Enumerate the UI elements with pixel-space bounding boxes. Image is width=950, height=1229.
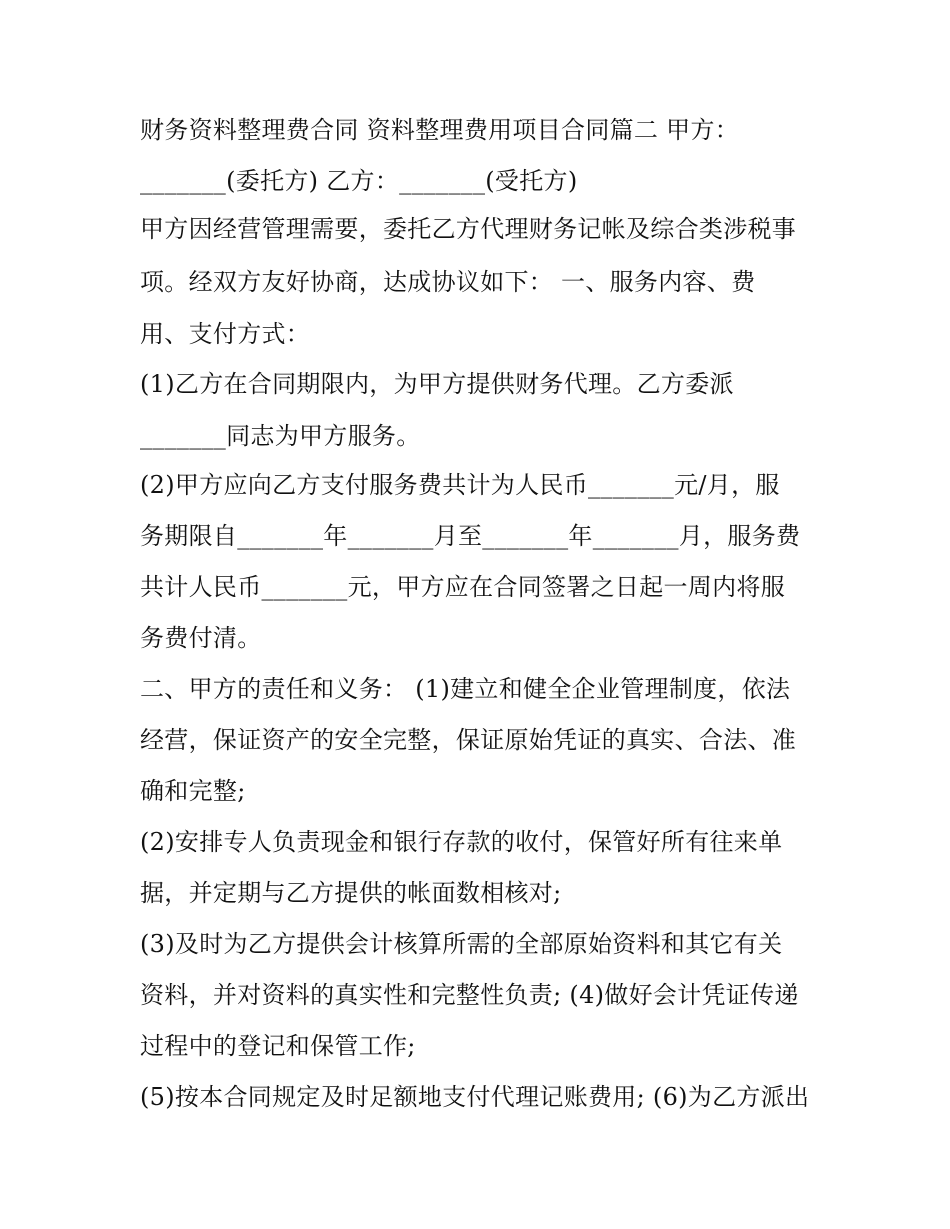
text-line: 资料，并对资料的真实性和完整性负责; (4)做好会计凭证传递 (140, 981, 799, 1009)
text-line: 经营，保证资产的安全完整，保证原始凭证的真实、合法、准 (140, 726, 797, 754)
text-line: (2)甲方应向乙方支付服务费共计为人民币_______元/月，服 (140, 471, 780, 499)
text-line: 用、支付方式： (140, 320, 311, 348)
text-line: 甲方因经营管理需要，委托乙方代理财务记帐及综合类涉税事 (140, 215, 797, 243)
text-line: _______(委托方) 乙方：_______(受托方) (140, 167, 578, 195)
text-line: 项。经双方友好协商，达成协议如下： 一、服务内容、费 (140, 268, 756, 296)
text-line: 据，并定期与乙方提供的帐面数相核对; (140, 879, 562, 907)
text-line: 务费付清。 (140, 624, 262, 652)
text-line: 财务资料整理费合同 资料整理费用项目合同篇二 甲方： (140, 116, 740, 144)
text-line: _______同志为甲方服务。 (140, 422, 421, 450)
text-line: 二、甲方的责任和义务： (1)建立和健全企业管理制度，依法 (140, 675, 791, 703)
text-line: 共计人民币_______元，甲方应在合同签署之日起一周内将服 (140, 573, 785, 601)
text-line: (2)安排专人负责现金和银行存款的收付，保管好所有往来单 (140, 828, 783, 856)
text-line: 确和完整; (140, 777, 246, 805)
text-line: (5)按本合同规定及时足额地支付代理记账费用; (6)为乙方派出 (140, 1083, 810, 1111)
text-line: (1)乙方在合同期限内，为甲方提供财务代理。乙方委派 (140, 370, 734, 398)
text-line: (3)及时为乙方提供会计核算所需的全部原始资料和其它有关 (140, 930, 783, 958)
text-line: 过程中的登记和保管工作; (140, 1032, 416, 1060)
text-line: 务期限自_______年_______月至_______年_______月，服务费 (140, 522, 801, 550)
